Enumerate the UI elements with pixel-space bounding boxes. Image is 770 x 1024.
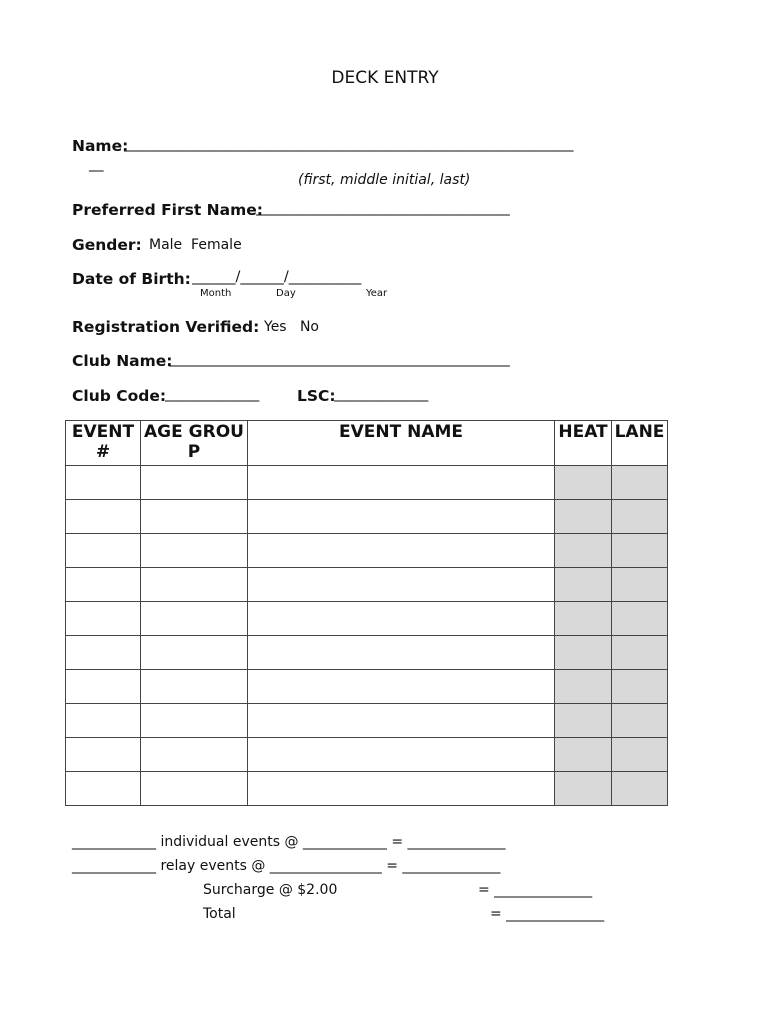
age-group-cell[interactable] xyxy=(141,568,248,602)
lsc-line[interactable]: _____________ xyxy=(334,386,429,402)
table-row xyxy=(66,738,668,772)
event-name-cell[interactable] xyxy=(248,772,555,806)
table-row xyxy=(66,534,668,568)
age-group-cell[interactable] xyxy=(141,636,248,670)
age-group-cell[interactable] xyxy=(141,500,248,534)
heat-cell[interactable] xyxy=(555,568,612,602)
events-table xyxy=(65,420,668,806)
club-name-label: Club Name: xyxy=(72,352,173,370)
heat-cell[interactable] xyxy=(555,636,612,670)
dob-day-caption: Day xyxy=(276,288,296,299)
lane-cell[interactable] xyxy=(612,636,668,670)
dob-year-caption: Year xyxy=(366,288,388,299)
table-row xyxy=(66,568,668,602)
individual-events-line[interactable]: ____________ individual events @ ____________ = ______________ xyxy=(72,834,506,850)
total-label: Total xyxy=(203,906,236,922)
lane-cell[interactable] xyxy=(612,772,668,806)
club-code-line[interactable]: _____________ xyxy=(165,386,260,402)
lane-cell[interactable] xyxy=(612,738,668,772)
event-name-cell[interactable] xyxy=(248,602,555,636)
header-heat: HEAT xyxy=(555,421,612,466)
age-group-cell[interactable] xyxy=(141,704,248,738)
gender-label: Gender: xyxy=(72,236,142,254)
event-number-cell[interactable] xyxy=(66,466,141,500)
event-number-cell[interactable] xyxy=(66,500,141,534)
gender-options[interactable]: Male Female xyxy=(149,237,242,253)
event-name-cell[interactable] xyxy=(248,738,555,772)
event-number-cell[interactable] xyxy=(66,772,141,806)
registration-label: Registration Verified: xyxy=(72,318,260,336)
events-table-body xyxy=(66,466,668,806)
age-group-cell[interactable] xyxy=(141,738,248,772)
event-name-cell[interactable] xyxy=(248,568,555,602)
table-row xyxy=(66,772,668,806)
header-lane: LANE xyxy=(612,421,668,466)
lane-cell[interactable] xyxy=(612,534,668,568)
name-line-wrap: __ xyxy=(89,156,104,172)
table-row xyxy=(66,500,668,534)
table-row xyxy=(66,636,668,670)
heat-cell[interactable] xyxy=(555,500,612,534)
heat-cell[interactable] xyxy=(555,466,612,500)
preferred-name-line[interactable]: ___________________________________ xyxy=(256,200,510,216)
event-number-cell[interactable] xyxy=(66,670,141,704)
name-label: Name: xyxy=(72,137,129,155)
event-number-cell[interactable] xyxy=(66,568,141,602)
header-age-group: AGE GROUP xyxy=(141,421,248,466)
event-number-cell[interactable] xyxy=(66,636,141,670)
event-name-cell[interactable] xyxy=(248,636,555,670)
age-group-cell[interactable] xyxy=(141,670,248,704)
header-event-number: EVENT # xyxy=(66,421,141,466)
registration-options[interactable]: Yes No xyxy=(264,319,319,335)
age-group-cell[interactable] xyxy=(141,772,248,806)
lsc-label: LSC: xyxy=(297,387,336,405)
lane-cell[interactable] xyxy=(612,670,668,704)
table-row xyxy=(66,466,668,500)
event-name-cell[interactable] xyxy=(248,670,555,704)
event-name-cell[interactable] xyxy=(248,704,555,738)
event-name-cell[interactable] xyxy=(248,466,555,500)
relay-events-line[interactable]: ____________ relay events @ ________________ = ______________ xyxy=(72,858,501,874)
dob-month-caption: Month xyxy=(200,288,232,299)
surcharge-label: Surcharge @ $2.00 xyxy=(203,882,338,898)
table-row xyxy=(66,670,668,704)
dob-label: Date of Birth: xyxy=(72,270,191,288)
club-name-line[interactable]: _______________________________________________ xyxy=(169,351,510,367)
lane-cell[interactable] xyxy=(612,568,668,602)
event-number-cell[interactable] xyxy=(66,602,141,636)
age-group-cell[interactable] xyxy=(141,534,248,568)
name-hint: (first, middle initial, last) xyxy=(298,172,471,188)
name-line[interactable]: ______________________________________________________________ xyxy=(124,136,574,152)
table-row xyxy=(66,704,668,738)
lane-cell[interactable] xyxy=(612,602,668,636)
heat-cell[interactable] xyxy=(555,738,612,772)
page-title: DECK ENTRY xyxy=(331,68,439,88)
heat-cell[interactable] xyxy=(555,704,612,738)
age-group-cell[interactable] xyxy=(141,466,248,500)
lane-cell[interactable] xyxy=(612,500,668,534)
event-name-cell[interactable] xyxy=(248,500,555,534)
table-row xyxy=(66,602,668,636)
heat-cell[interactable] xyxy=(555,670,612,704)
dob-line[interactable]: ______/______/__________ xyxy=(192,269,362,285)
preferred-name-label: Preferred First Name: xyxy=(72,201,263,219)
heat-cell[interactable] xyxy=(555,602,612,636)
lane-cell[interactable] xyxy=(612,466,668,500)
heat-cell[interactable] xyxy=(555,534,612,568)
club-code-label: Club Code: xyxy=(72,387,167,405)
header-event-name: EVENT NAME xyxy=(248,421,555,466)
surcharge-line[interactable]: = ______________ xyxy=(478,882,593,898)
total-line[interactable]: = ______________ xyxy=(490,906,605,922)
events-table-header xyxy=(66,421,668,466)
heat-cell[interactable] xyxy=(555,772,612,806)
age-group-cell[interactable] xyxy=(141,602,248,636)
lane-cell[interactable] xyxy=(612,704,668,738)
event-name-cell[interactable] xyxy=(248,534,555,568)
event-number-cell[interactable] xyxy=(66,534,141,568)
event-number-cell[interactable] xyxy=(66,738,141,772)
event-number-cell[interactable] xyxy=(66,704,141,738)
